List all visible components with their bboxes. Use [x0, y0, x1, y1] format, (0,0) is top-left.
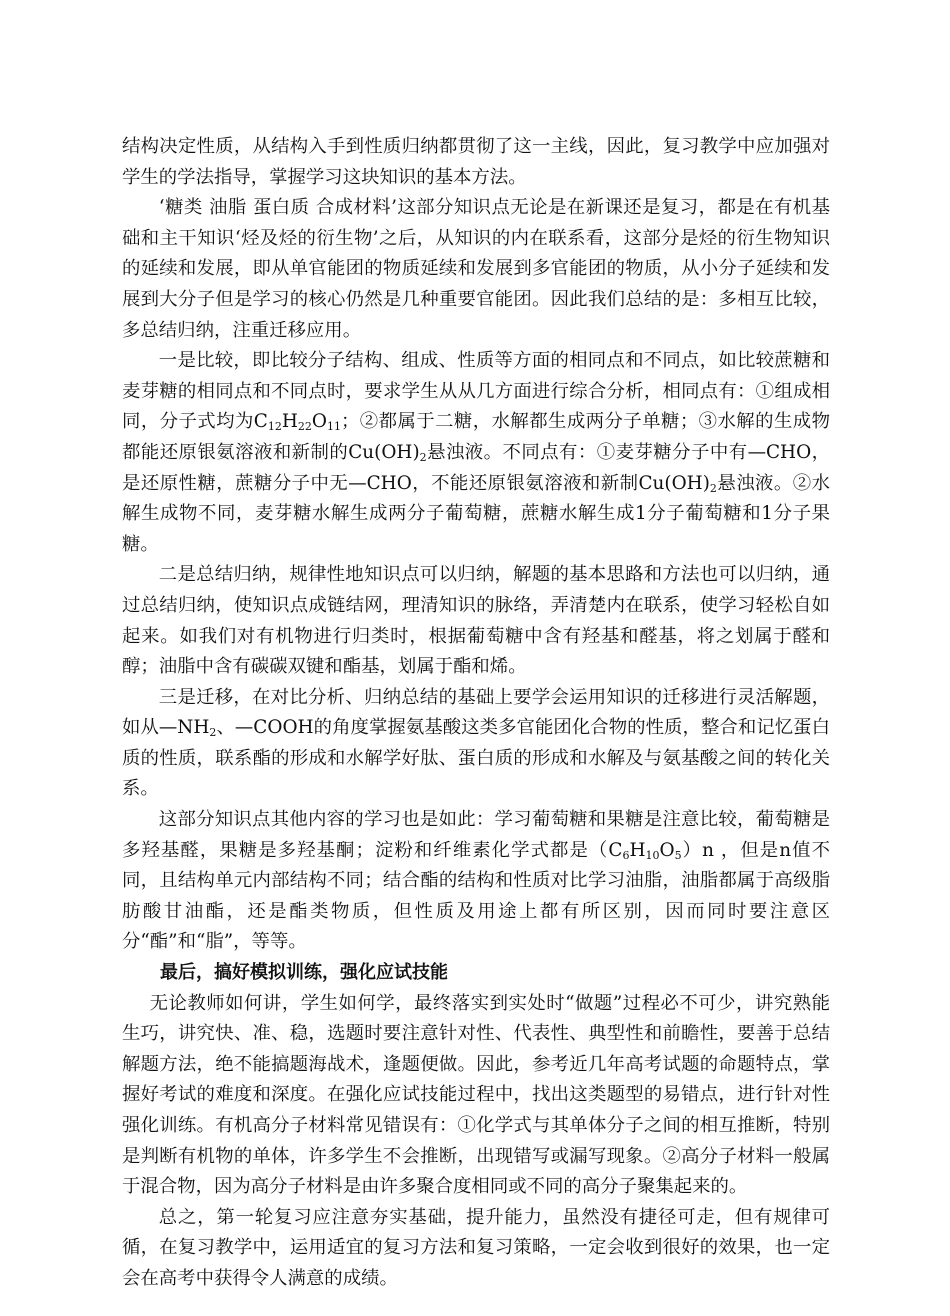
section-heading: 最后，搞好模拟训练，强化应试技能 — [160, 962, 448, 984]
formula-subscript: 5 — [674, 848, 682, 862]
paragraph-transfer — [122, 683, 830, 805]
formula-cu-oh-2 — [638, 473, 716, 494]
formula-subscript: 2 — [709, 481, 717, 495]
formula-subscript: 2 — [209, 726, 217, 740]
formula-subscript: 11 — [326, 420, 341, 434]
formula-element: H — [629, 839, 646, 861]
paragraph-structure-determines-properties: 结构决定性质，从结构入手到性质归纳都贯彻了这一主线，因此，复习教学中应加强对学生的学法指导，掌握学习这块知识的基本方法。 — [122, 136, 830, 188]
text-run: ）n ，但是n值不同，且结构单元内部结构不同；结合酯的结构和性质对比学习油脂，油脂都属于高级脂肪酸甘油酯，还是酯类物质，但性质及用途上都有所区别，因而同时要注意区分“酯”和“脂”，等等。 — [122, 839, 830, 953]
formula-subscript: 10 — [645, 848, 660, 862]
text-run: 、—COOH的角度掌握氨基酸这类多官能团化合物的性质，整合和记忆蛋白质的性质，联系酯的形成和水解学好肽、蛋白质的形成和水解及与氨基酸之间的转化关系。 — [122, 717, 831, 800]
paragraph-summary-induction: 二是总结归纳，规律性地知识点可以归纳，解题的基本思路和方法也可以归纳，通过总结归纳，使知识点成链结网，理清知识的脉络，弄清楚内在联系，使学习轻松自如起来。如我们对有机物进行归类时，根据葡萄糖中含有羟基和醛基，将之划属于醛和醇；油脂中含有碳碳双键和酯基，划属于酯和烯。 — [122, 564, 830, 678]
text-run: ；②都属于二糖，水解都生成两分子单糖；③水解的生成物都能还原银氨溶液和新制的 — [122, 411, 830, 463]
formula-subscript: 22 — [297, 420, 312, 434]
formula-subscript: 6 — [622, 848, 630, 862]
paragraph-other-content — [122, 805, 830, 958]
formula-element: O — [659, 839, 675, 861]
formula-element: Cu(OH) — [348, 441, 420, 463]
text-run: 悬浊液。②水解生成物不同，麦芽糖水解生成两分子葡萄糖，蔗糖水解生成1分子葡萄糖和1分子果糖。 — [122, 472, 830, 555]
text-run: 这部分知识点其他内容的学习也是如此：学习葡萄糖和果糖是注意比较，葡萄糖是多羟基醛，果糖是多羟基酮；淀粉和纤维素化学式都是（C — [122, 809, 830, 861]
formula-subscript: 2 — [419, 450, 427, 464]
formula-element: Cu(OH) — [638, 472, 710, 494]
formula-cu-oh-2 — [348, 442, 426, 463]
paragraph-sugars-fats-proteins: ‘糖类 油脂 蛋白质 合成材料’这部分知识点无论是在新课还是复习，都是在有机基础和主干知识‘烃及烃的衍生物’之后，从知识的内在联系看，这部分是烃的衍生物知识的延续和发展，即从单官能团的物质延续和发展到多官能团的物质，从小分子延续和发展到大分子但是学习的核心仍然是几种重要官能团。因此我们总结的是：多相互比较，多总结归纳，注重迁移应用。 — [122, 197, 830, 341]
paragraph-comparison — [122, 346, 830, 560]
paragraph-conclusion: 总之，第一轮复习应注意夯实基础，提升能力，虽然没有捷径可走，但有规律可循，在复习教学中，运用适宜的复习方法和复习策略，一定会收到很好的效果，也一定会在高考中获得令人满意的成绩。 — [122, 1206, 830, 1289]
formula-element: C — [253, 411, 268, 433]
text-run: 悬浊液。不同点有：①麦芽糖分子中有—CHO，是还原性糖，蔗糖分子中无—CHO，不能还原银氨溶液和新制 — [122, 441, 830, 494]
formula-element: H — [281, 411, 298, 433]
paragraph-practice: 无论教师如何讲，学生如何学，最终落实到实处时“做题”过程必不可少，讲究熟能生巧，讲究快、准、稳，选题时要注意针对性、代表性、典型性和前瞻性，要善于总结解题方法，绝不能搞题海战术，逢题便做。因此，参考近几年高考试题的命题特点，掌握好考试的难度和深度。在强化应试技能过程中，找出这类题型的易错点，进行针对性强化训练。有机高分子材料常见错误有：①化学式与其单体分子之间的相互推断，特别是判断有机物的单体，许多学生不会推断，出现错写或漏写现象。②高分子材料一般属于混合物，因为高分子材料是由许多聚合度相同或不同的高分子聚集起来的。 — [122, 992, 830, 1198]
formula-c12h22o11 — [254, 411, 341, 432]
formula-subscript: 12 — [267, 420, 282, 434]
text-run: 三是迁移，在对比分析、归纳总结的基础上要学会运用知识的迁移进行灵活解题，如从—NH — [122, 686, 830, 739]
text-run: 一是比较，即比较分子结构、组成、性质等方面的相同点和不同点，如比较蔗糖和麦芽糖的相同点和不同点时，要求学生从从几方面进行综合分析，相同点有：①组成相同，分子式均为 — [122, 350, 830, 433]
formula-element: O — [311, 411, 327, 433]
document-body — [122, 132, 830, 1295]
